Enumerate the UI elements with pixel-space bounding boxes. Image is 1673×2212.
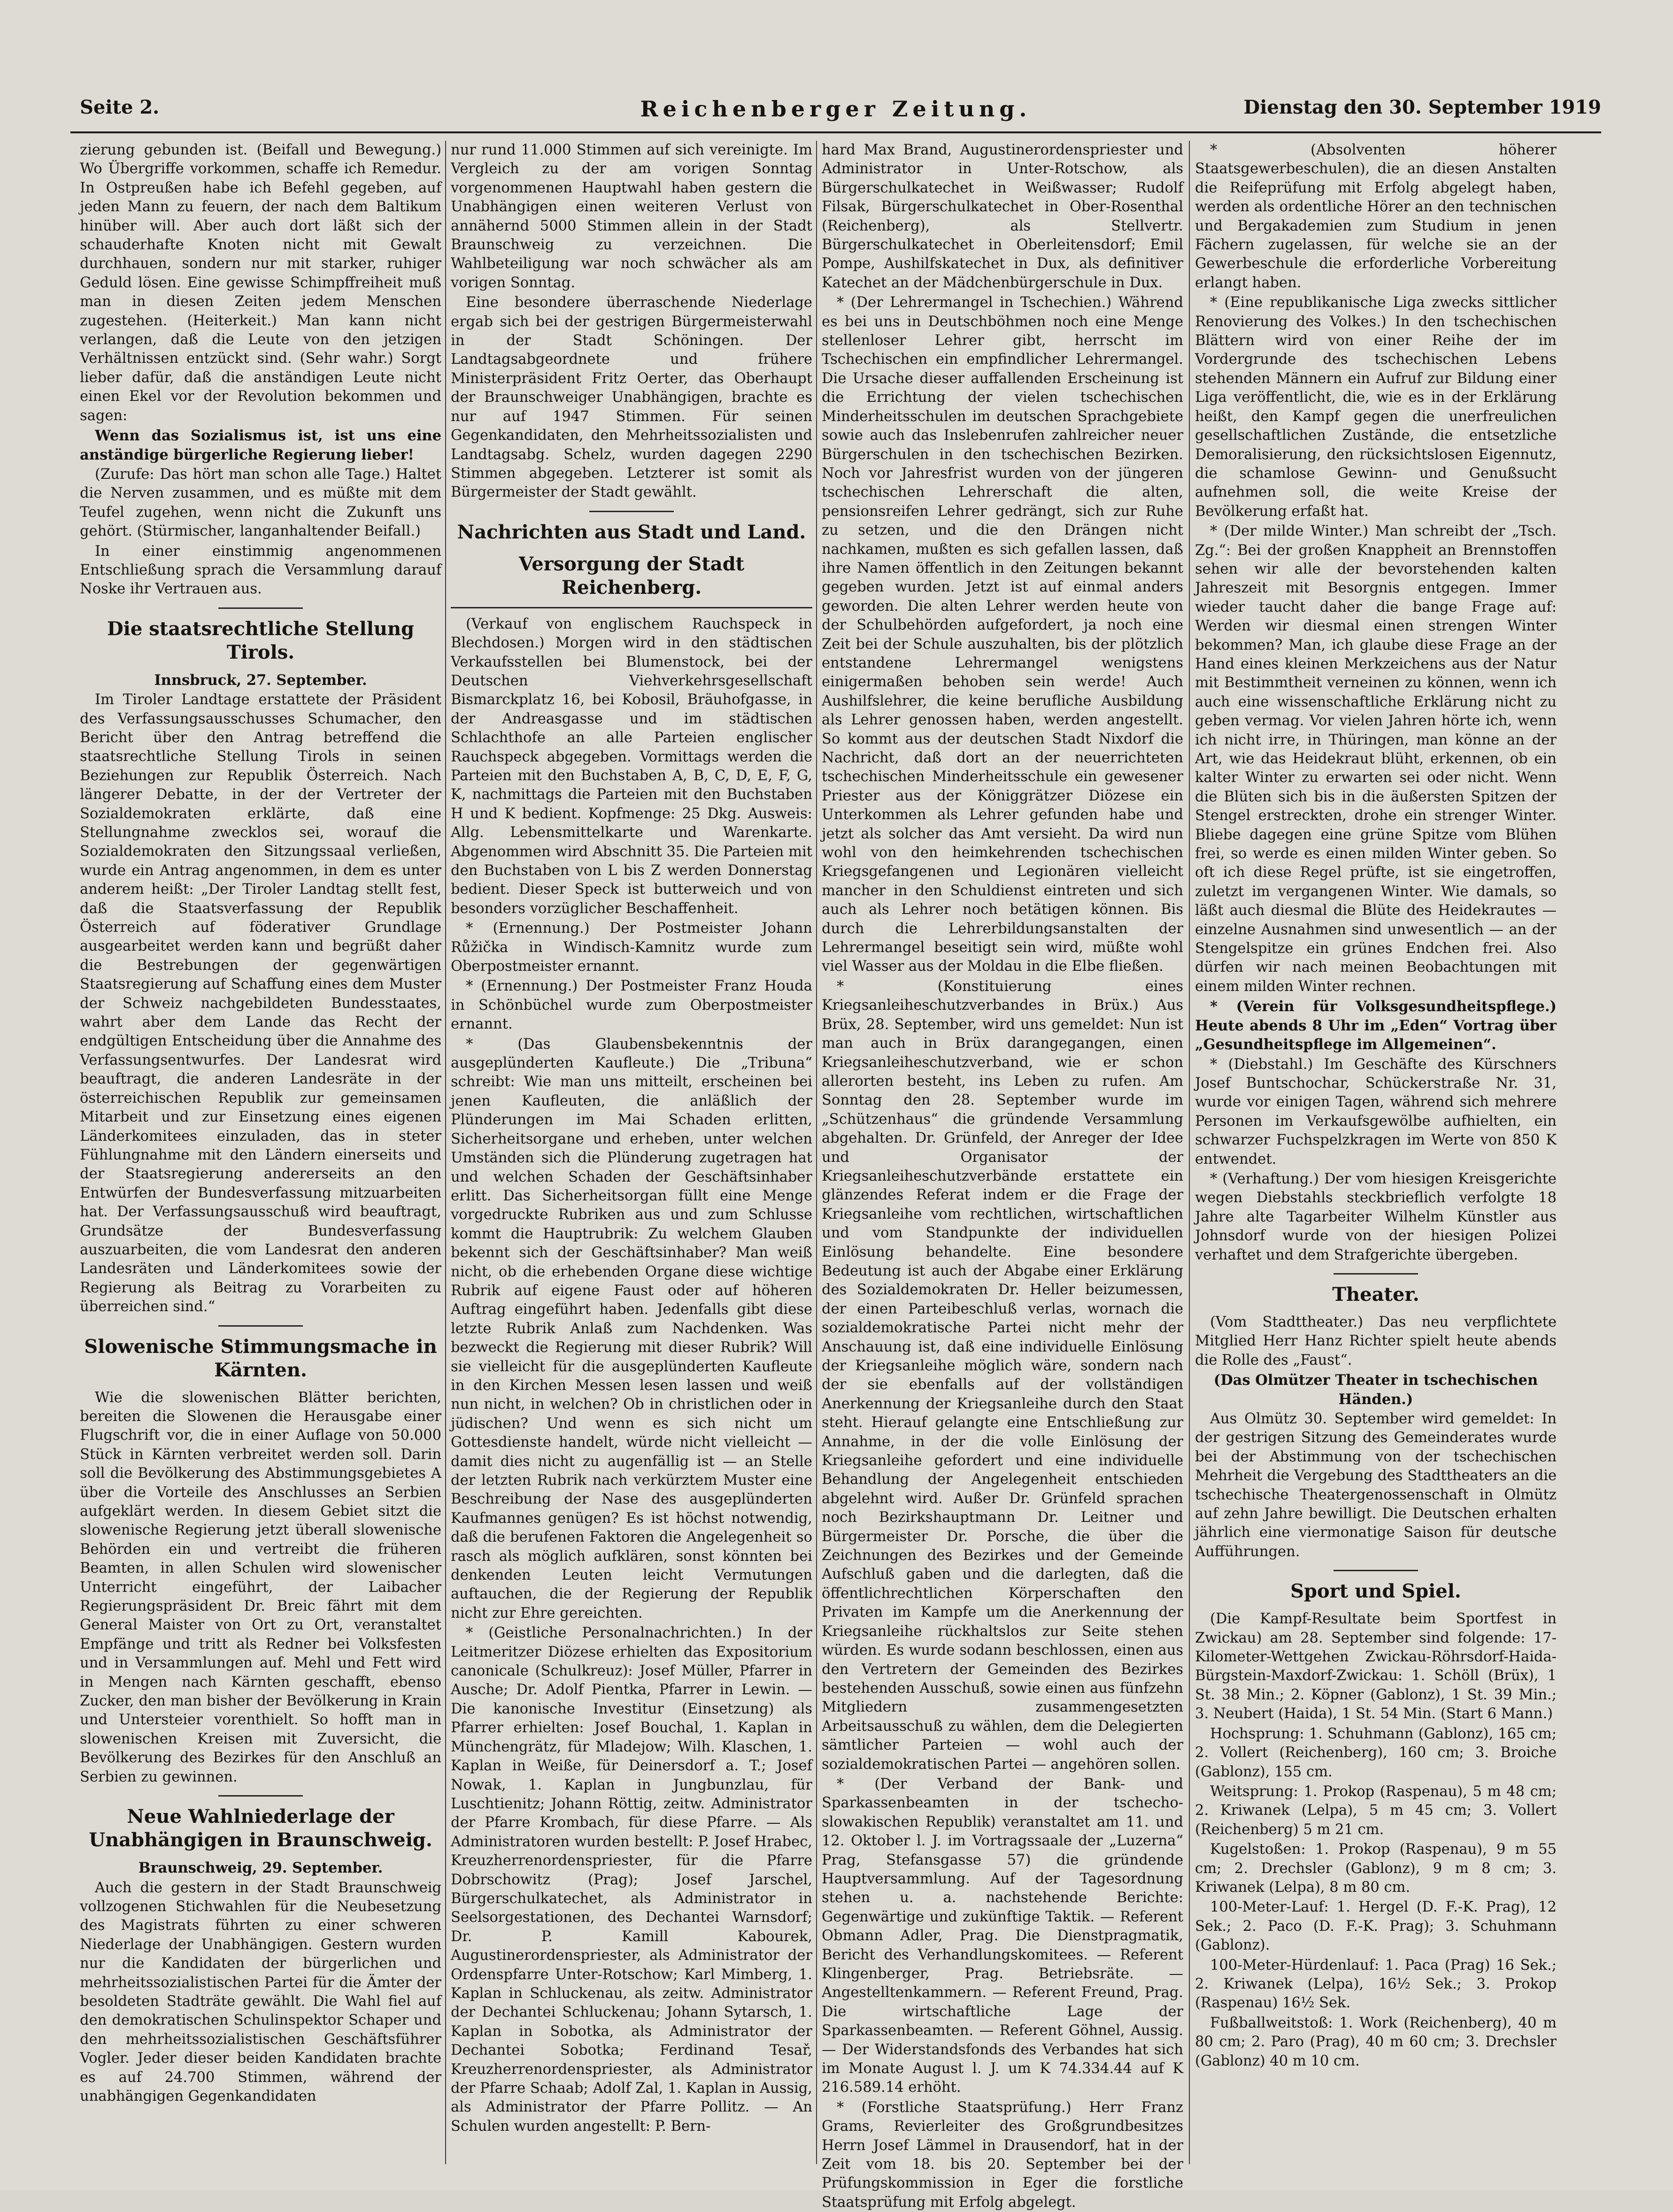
column-1 [80,141,441,2164]
news-item: * (Eine republikanische Liga zwecks sittlicher Renovierung des Volkes.) In den tschechischen Blättern wird von einer Reihe der im Vordergrunde des tschechischen Lebens stehenden Männern ein Aufruf zur Bildung einer Liga veröffentlicht, die, wie es in der Erklärung heißt, den Kampf gegen die unerfreulichen gesellschaftlichen Zustände, die entsetzliche Demoralisierung, den rücksichtslosen Eigennutz, die schamlose Gewinn- und Genußsucht aufnehmen soll, die weite Kreise der Bevölkerung erfaßt hat. [1195,294,1557,520]
news-item: * (Geistliche Personalnachrichten.) In der Leitmeritzer Diözese erhielten das Expositorium canonicale (Schulkreuz): Josef Müller, Pfarrer in Ausche; Dr. Adolf Pientka, Pfarrer in Lewin. — Die kanonische Investitur (Einsetzung) als Pfarrer erhielten: Josef Bouchal, 1. Kaplan in Münchengrätz, für Mladejow; Wilh. Klaschen, 1. Kaplan in Weiße, für Deinersdorf a. T.; Josef Nowak, 1. Kaplan in Jungbunzlau, für Luschtienitz; Johann Röttig, zeitw. Administrator der Pfarre Krombach, für diese Pfarre. — Als Administratoren wurden bestellt: P. Josef Hrabec, Kreuzherrenordenspriester, für die Pfarre Dobrschowitz (Prag); Josef Jarschel, Bürgerschulkatechet, als Administrator in Seelsorgestationen, des Dechantei Warnsdorf; Dr. P. Kamill Kabourek, Augustinerordenspriester, als Administrator der Ordenspfarre Unter-Rotschow; Karl Mimberg, 1. Kaplan in Schluckenau, als zeitw. Administrator der Dechantei Schluckenau; Johann Sytarsch, 1. Kaplan in Sobotka, als Administrator der Dechantei Sobotka; Ferdinand Tesař, Kreuzherrenordenspriester, als Administrator der Pfarre Schaab; Adolf Zal, 1. Kaplan in Aussig, als Administrator der Pfarre Pollitz. — An Schulen wurden angestellt: P. Bern- [451,1625,812,2135]
news-item: * (Diebstahl.) Im Geschäfte des Kürschners Josef Buntschochar, Schückerstraße Nr. 31, wurde vor einigen Tagen, während sich mehrere Personen im Verkaufsgewölbe aufhielten, ein schwarzer Fuchspelzkragen im Werte von 850 K entwendet. [1195,1056,1557,1167]
headline-tirol: Die staatsrechtliche Stellung Tirols. [107,617,415,663]
article-paragraph: Wenn das Sozialismus ist, ist uns eine anständige bürgerliche Regierung lieber! [80,427,441,463]
column-divider [816,141,817,2164]
dateline: Innsbruck, 27. September. [154,671,367,689]
news-item: 100-Meter-Lauf: 1. Hergel (D. F.-K. Prag), 12 Sek.; 2. Paco (D. F.-K. Prag); 3. Schuhmann (Gablonz). [1195,1899,1557,1954]
column-3 [822,141,1183,2211]
news-item: * (Ernennung.) Der Postmeister Franz Houda in Schönbüchel wurde zum Oberpostmeister ernannt. [451,978,812,1033]
article-paragraph: nur rund 11.000 Stimmen auf sich vereinigte. Im Vergleich zu der am vorigen Sonntag vorgenommenen Hauptwahl haben gestern die Unabhängigen einen weiteren Verlust von annähernd 5000 Stimmen allein in der Stadt Braunschweig zu verzeichnen. Die Wahlbeteiligung war noch schwächer als am vorigen Sonntag. [451,142,812,291]
article-separator [451,607,812,608]
news-item-heading: (Das Olmützer Theater in tschechischen Händen.) [1213,1372,1538,1408]
article-paragraph: (Verkauf von englischem Rauchspeck in Blechdosen.) Morgen wird in den städtischen Verkaufsstellen bei Blumenstock, bei der Deutschen Viehverkehrsgesellschaft Bismarckplatz 16, bei Kobosil, Bräuhofgasse, in der Andreasgasse und im städtischen Schlachthofe an alle Parteien englischer Rauchspeck abgegeben. Vormittags werden die Parteien mit den Buchstaben A, B, C, D, E, F, G, K, nachmittags die Parteien mit den Buchstaben H und K bedient. Kopfmenge: 25 Dkg. Ausweis: Allg. Lebensmittelkarte und Warenkarte. Abgenommen wird Abschnitt 35. Die Parteien mit den Buchstaben von L bis Z werden Donnerstag bedient. Dieser Speck ist butterweich und von besonders vorzüglicher Beschaffenheit. [451,615,813,917]
news-item: * (Der milde Winter.) Man schreibt der „Tsch. Zg.“: Bei der großen Knappheit an Brennstoffen sehen wir alle der bevorstehenden kalten Jahreszeit mit Besorgnis entgegen. Immer wieder taucht daher die bange Frage auf: Werden wir diesmal einen strengen Winter bekommen? Man, ich glaube diese Frage an der Hand eines kleinen Merkzeichens aus der Natur mit Bestimmtheit verneinen zu können, wenn ich auch eine wissenschaftliche Erklärung nicht zu geben vermag. Vor vielen Jahren hörte ich, wenn ich nicht irre, in Thüringen, man könne an der Art, wie das Heidekraut blüht, erkennen, ob ein kalter Winter zu erwarten sei oder nicht. Wenn die Blüten sich bis in die äußersten Spitzen der Stengel erstreckten, drohe ein strenger Winter. Bliebe dagegen eine grüne Spitze vom Blühen frei, so werde es einen milden Winter geben. So oft ich diese Regel prüfte, ist sie eingetroffen, zuletzt im vergangenen Winter. Wie damals, so läßt auch diesmal die Blüte des Heidekrautes — einzelne Ausnahmen sind unwesentlich — an der Stengelspitze ein grünes Endchen frei. Also dürfen wir nach meinen Beobachtungen mit einem milden Winter rechnen. [1195,523,1557,995]
news-item: 100-Meter-Hürdenlauf: 1. Paca (Prag) 16 Sek.; 2. Kriwanek (Lelpa), 16½ Sek.; 3. Prokop (Raspenau) 16½ Sek. [1195,1957,1557,2012]
news-item: Kugelstoßen: 1. Prokop (Raspenau), 9 m 55 cm; 2. Drechsler (Gablonz), 9 m 8 cm; 3. Kriwanek (Lelpa), 8 m 80 cm. [1195,1841,1557,1896]
article-paragraph: zierung gebunden ist. (Beifall und Bewegung.) Wo Übergriffe vorkommen, schaffe ich Remedur. In Ostpreußen habe ich Befehl gegeben, auf jeden Mann zu feuern, der nach dem Baltikum hinüber will. Aber auch dort läßt sich der schauderhafte Knoten nicht mit Gewalt durchhauen, sondern nur mit starker, ruhiger Geduld lösen. Eine gewisse Schimpffreiheit muß man in diesen Zeiten jedem Menschen zugestehen. (Heiterkeit.) Man kann nicht verlangen, daß die Leute von den jetzigen Verhältnissen entzückt sind. (Sehr wahr.) Sorgt lieber dafür, daß die anständigen Leute nicht einen Ekel vor der Revolution bekommen und sagen: [80,142,441,424]
news-item: * (Konstituierung eines Kriegsanleiheschutzverbandes in Brüx.) Aus Brüx, 28. September, wird uns gemeldet: Nun ist man auch in Brüx darangegangen, einen Kriegsanleiheschutzverband, wie er schon allerorten besteht, ins Leben zu rufen. Am Sonntag den 28. September wurde im „Schützenhaus“ die gründende Versammlung abgehalten. Dr. Grünfeld, der Anreger der Idee und Organisator der Kriegsanleiheschutzverbände erstattete ein glänzendes Referat indem er die Frage der Kriegsanleihe vom rechtlichen, wirtschaftlichen und vom Standpunkte der individuellen Einlösung behandelte. Eine besondere Bedeutung ist auch der Abgabe einer Erklärung des Sozialdemokraten Dr. Heller beizumessen, der einen Parteibeschluß verlas, wornach die sozialdemokratische Partei nicht mehr der Anschauung ist, daß eine individuelle Einlösung der Kriegsanleihe möglich wäre, sondern nach der sie ebenfalls auf der vollständigen Anerkennung der Kriegsanleihe durch den Staat steht. Hierauf gelangte eine Entschließung zur Annahme, in der die volle Einlösung der Kriegsanleihe gefordert und eine individuelle Behandlung der Angelegenheit entschieden abgelehnt wird. Außer Dr. Grünfeld sprachen noch Bezirkshauptmann Dr. Leitner und Bürgermeister Dr. Porsche, die über die Zeichnungen des Bezirkes und der Gemeinde Aufschluß gaben und die darlegten, daß die öffentlichrechtlichen Körperschaften den Privaten im Kampfe um die Anerkennung der Kriegsanleihe rückhaltslos zur Seite stehen würden. Es wurde sodann beschlossen, einen aus den Vertretern der Gemeinden des Bezirkes bestehenden Ausschuß, sowie einen aus fünfzehn Mitgliedern zusammengesetzten Arbeitsausschuß zu wählen, dem die Delegierten sämtlicher Parteien — wohl auch der sozialdemokratischen Partei — angehören sollen. [822,978,1183,1773]
page-number: Seite 2. [80,96,160,118]
column-4 [1195,141,1557,2164]
column-divider [1189,141,1190,2164]
header-rule [70,131,1601,133]
news-item: * (Das Glaubensbekenntnis der ausgeplünderten Kaufleute.) Die „Tribuna“ schreibt: Wie man uns mitteilt, erscheinen bei jenen Kaufleuten, die anläßlich der Plünderungen im Mai Schaden erlitten, Sicherheitsorgane und erheben, unter welchen Umständen sich die Plünderung zugetragen hat und welchen Schaden der Geschäftsinhaber erlitt. Das Sicherheitsorgan füllt eine Menge vorgedruckte Rubriken aus und zum Schlusse kommt die Hauptrubrik: Zu welchem Glauben bekennt sich der Geschäftsinhaber? Man weiß nicht, ob die erhebenden Organe diese wichtige Rubrik auf eigene Faust oder auf höheren Auftrag eingeführt haben. Jedenfalls gibt diese letzte Rubrik Anlaß zum Nachdenken. Was bezweckt die Regierung mit dieser Rubrik? Will sie vielleicht für die ausgeplünderten Kaufleute in den Kirchen Messen lesen lassen und weiß nun nicht, in welchen? Ob in christlichen oder in jüdischen? Und wenn es sich nicht um Gottesdienste handelt, würde nicht vielleicht — damit dies nicht zu augenfällig ist — an Stelle der letzten Rubrik nach verkürztem Muster eine Beschreibung der Nase des ausgeplünderten Kaufmannes genügen? Es ist höchst notwendig, daß die berufenen Faktoren die Angelegenheit so rasch als möglich aufklären, sonst könnten bei denkenden Leuten leicht Vermutungen auftauchen, die der Regierung der Republik nicht zur Ehre gereichten. [451,1036,812,1621]
article-paragraph: Im Tiroler Landtage erstattete der Präsident des Verfassungsausschusses Schumacher, den Bericht über den Antrag betreffend die staatsrechtliche Stellung Tirols in seinen Beziehungen zur Republik Österreich. Nach längerer Debatte, in der der Vertreter der Sozialdemokraten erklärte, daß eine Stellungnahme zwecklos sei, worauf die Sozialdemokraten den Sitzungssaal verließen, wurde ein Antrag angenommen, in dem es unter anderem heißt: „Der Tiroler Landtag stellt fest, daß die Staatsverfassung der Republik Österreich auf föderativer Grundlage ausgearbeitet werden kann und begrüßt daher die Bestrebungen der gegenwärtigen Staatsregierung auf Schaffung eines dem Muster der Schweiz nachgebildeten Bundesstaates, wahrt aber dem Lande das Recht der endgültigen Entscheidung über die Annahme des Verfassungsentwurfes. Der Landesrat wird beauftragt, die anderen Landesräte in der österreichischen Republik zur gemeinsamen Mitarbeit und zur Einsetzung eines eigenen Länderkomitees einzuladen, das in steter Fühlungnahme mit den Ländern einerseits und der Staatsregierung andererseits an den Entwürfen der Bundesverfassung mitzuarbeiten hat. Der Verfassungsausschuß wird beauftragt, Grundsätze der Bundesverfassung auszuarbeiten, die vom Landesrat den anderen Landesräten und Länderkomitees sowie der Regierung als Beitrag zu Vorarbeiten zu überreichen sind.“ [80,691,441,1315]
news-item: Hochsprung: 1. Schuhmann (Gablonz), 165 cm; 2. Vollert (Reichenberg), 160 cm; 3. Broiche (Gablonz), 155 cm. [1195,1725,1557,1780]
news-item: Aus Olmütz 30. September wird gemeldet: In der gestrigen Sitzung des Gemeinderates wurde bei der Abstimmung von der tschechischen Mehrheit die Vergebung des Stadttheaters an die tschechische Theatergenossenschaft in Olmütz auf zehn Jahre bewilligt. Die Deutschen erhalten jährlich eine viermonatige Saison für deutsche Aufführungen. [1195,1411,1557,1560]
column-2 [451,141,812,2164]
issue-date: Dienstag den 30. September 1919 [1243,96,1601,118]
news-item: * (Verhaftung.) Der vom hiesigen Kreisgerichte wegen Diebstahls steckbrieflich verfolgte 18 Jahre alte Tagarbeiter Wilhelm Künstler aus Johnsdorf wurde von der hiesigen Polizei verhaftet und dem Strafgerichte übergeben. [1195,1170,1557,1263]
news-item: Weitsprung: 1. Prokop (Raspenau), 5 m 48 cm; 2. Kriwanek (Lelpa), 5 m 45 cm; 3. Vollert (Reichenberg) 5 m 21 cm. [1195,1783,1557,1838]
headline-slowenen: Slowenische Stimmungsmache in Kärnten. [84,1335,437,1381]
news-item: * (Der Lehrermangel in Tschechien.) Während es bei uns in Deutschböhmen noch eine Menge stellenloser Lehrer gibt, herrscht im Tschechischen ein empfindlicher Lehrermangel. Die Ursache dieser auffallenden Erscheinung ist die Errichtung der vielen tschechischen Minderheitsschulen im deutschen Sprachgebiete sowie auch das Inslebenrufen zahlreicher neuer Bürgerschulen in den tschechischen Bezirken. Noch vor Jahresfrist wurden von der jüngeren tschechischen Lehrerschaft die alten, pensionsreifen Lehrer gedrängt, sich zur Ruhe zu setzen, und die den Drängen nicht nachkamen, mußten es sich gefallen lassen, daß ihre Namen öffentlich in den Zeitungen bekannt gegeben wurden. Jetzt ist auf einmal anders geworden. Die alten Lehrer werden heute von der Schulbehörden aufgefordert, ja noch eine Zeit bei der Schule auszuhalten, bis der plötzlich entstandene Lehrermangel wenigstens einigermaßen behoben sein werde! Auch Aushilfslehrer, die keine berufliche Ausbildung als Lehrer genossen haben, werden angestellt. So kommt aus der deutschen Stadt Nixdorf die Nachricht, daß dort an der neuerrichteten tschechischen Minderheitsschule ein gewesener Priester aus der Königgrätzer Diözese ein Unterkommen als Lehrer gefunden habe und jetzt als solcher das Amt versieht. Da wird nun wohl von den heimkehrenden tschechischen Kriegsgefangenen und Legionären vielleicht mancher in den Schuldienst eintreten und sich auch als Lehrer noch betätigen können. Bis durch die Lehrerbildungsanstalten der Lehrermangel beseitigt sein wird, müßte wohl viel Wasser aus der Moldau in die Elbe fließen. [822,294,1183,975]
news-item: * (Forstliche Staatsprüfung.) Herr Franz Grams, Revierleiter des Großgrundbesitzes Herrn Josef Lämmel in Drausendorf, hat in der Zeit vom 18. bis 20. September bei der Prüfungskommission in Eger die forstliche Staatsprüfung mit Erfolg abgelegt. [822,2099,1183,2211]
article-separator [589,511,674,512]
article-paragraph: Eine besondere überraschende Niederlage ergab sich bei der gestrigen Bürgermeisterwahl in der Stadt Schöningen. Der Landtagsabgeordnete und frühere Ministerpräsident Fritz Oerter, das Oberhaupt der Braunschweiger Unabhängigen, brachte es nur auf 1947 Stimmen. Für seinen Gegenkandidaten, den Mehrheitssozialisten und Landtagsabg. Schelz, wurden dagegen 2290 Stimmen abgegeben. Letzterer ist somit als Bürgermeister der Stadt gewählt. [451,294,812,501]
article-separator [218,1325,303,1327]
article-paragraph: hard Max Brand, Augustinerordenspriester und Administrator in Unter-Rotschow, als Bürgerschulkatechet in Weißwasser; Rudolf Filsak, Bürgerschulkatechet in Ober-Rosenthal (Reichenberg), als Stellvertr. Bürgerschulkatechet in Oberleitensdorf; Emil Pompe, Aushilfskatechet in Dux, als definitiver Katechet an der Mädchenbürgerschule in Dux. [822,142,1183,291]
article-separator [1334,1273,1418,1275]
section-heading-news: Nachrichten aus Stadt und Land. [457,521,806,543]
news-item: (Die Kampf-Resultate beim Sportfest in Zwickau) am 28. September sind folgende: 17-Kilometer-Wettgehen Zwickau-Röhrsdorf-Haida-Bürgstein-Maxdorf-Zwickau: 1. Schöll (Brüx), 1 St. 38 Min.; 2. Köpner (Gablonz), 1 St. 39 Min.; 3. Neubert (Haida), 1 St. 54 Min. (Start 6 Mann.) [1195,1611,1557,1722]
news-item: * (Ernennung.) Der Postmeister Johann Růžička in Windisch-Kamnitz wurde zum Oberpostmeister ernannt. [451,920,812,975]
article-separator [1334,1570,1418,1571]
headline-versorgung: Versorgung der Stadt Reichenberg. [518,553,745,599]
news-item: Fußballweitstoß: 1. Work (Reichenberg), 40 m 80 cm; 2. Paro (Prag), 40 m 60 cm; 3. Drechsler (Gablonz) 40 m 10 cm. [1195,2014,1557,2069]
news-item: * (Der Verband der Bank- und Sparkassenbeamten in der tschecho-slowakischen Republik) veranstaltet am 11. und 12. Oktober l. J. im Vortragssaale der „Luzerna“ Prag, Stefansgasse 57) die gründende Hauptversammlung. Auf der Tagesordnung stehen u. a. nachstehende Berichte: Gegenwärtige und zukünftige Taktik. — Referent Obmann Adler, Prag. Die Dienstpragmatik, Bericht des Verhandlungskomitees. — Referent Klingenberger, Prag. Betriebsräte. — Angestelltenkammern. — Referent Freund, Prag. Die wirtschaftliche Lage der Sparkassenbeamten. — Referent Göhnel, Aussig. — Der Widerstandsfonds des Verbandes hat sich im Monate August l. J. um K 74.334.44 auf K 216.589.14 erhöht. [822,1775,1183,2096]
headline-braunschweig: Neue Wahlniederlage der Unabhängigen in Braunschweig. [89,1805,432,1851]
article-paragraph: (Zurufe: Das hört man schon alle Tage.) Haltet die Nerven zusammen, und es müßte mit dem Teufel zugehen, wenn nicht die Zukunft uns gehört. (Stürmischer, langanhaltender Beifall.) [80,466,441,540]
section-heading-sport: Sport und Spiel. [1290,1580,1461,1603]
news-item: (Vom Stadttheater.) Das neu verpflichtete Mitglied Herr Hanz Richter spielt heute abends die Rolle des „Faust“. [1195,1313,1557,1368]
article-separator [218,607,303,609]
article-separator [218,1795,303,1797]
article-paragraph: Auch die gestern in der Stadt Braunschweig vollzogenen Stichwahlen für die Neubesetzung des Magistrats führten zu einer schweren Niederlage der Unabhängigen. Gestern wurden nur die Kandidaten der bürgerlichen und mehrheitssozialistischen Partei für die Ämter der besoldeten Stadträte gewählt. Die Wahl fiel auf den demokratischen Schulinspektor Schaper und den mehrheitssozialistischen Geschäftsführer Vogler. Jeder dieser beiden Kandidaten brachte es auf 24.700 Stimmen, während der unabhängigen Gegenkandidaten [80,1879,441,2104]
masthead-title: Reichenberger Zeitung. [640,96,1032,122]
dateline: Braunschweig, 29. September. [138,1859,383,1877]
article-paragraph: In einer einstimmig angenommenen Entschließung sprach die Versammlung darauf Noske ihr Vertrauen aus. [80,543,441,598]
running-header [70,96,1601,124]
column-divider [445,141,446,2164]
news-item: * (Verein für Volksgesundheitspflege.) Heute abends 8 Uhr im „Eden“ Vortrag über „Gesundheitspflege im Allgemeinen“. [1195,998,1557,1053]
section-heading-theater: Theater. [1332,1283,1419,1306]
news-item: * (Absolventen höherer Staatsgewerbeschulen), die an diesen Anstalten die Reifeprüfung mit Erfolg abgelegt haben, werden als ordentliche Hörer an den technischen und Bergakademien zum Studium in jenen Fächern zugelassen, für welche sie an der Gewerbeschule die erforderliche Vorbereitung erlangt haben. [1195,142,1557,291]
article-paragraph: Wie die slowenischen Blätter berichten, bereiten die Slowenen die Herausgabe einer Flugschrift vor, die in einer Auflage von 50.000 Stück in Kärnten verbreitet werden soll. Darin soll die Bevölkerung des Abstimmungsgebietes A über die Vorteile des Anschlusses an Serbien aufgeklärt werden. In diesem Gebiet sitzt die slowenische Regierung jetzt überall slowenische Behörden ein und vertreibt die früheren Beamten, in allen Schulen wird slowenischer Unterricht eingeführt, der Laibacher Regierungspräsident Dr. Breic fährt mit dem General Maister von Ort zu Ort, veranstaltet Empfänge und tritt als Redner bei Volksfesten und in Versammlungen auf. Mehl und Fett wird in Mengen nach Kärnten geschafft, ebenso Zucker, den man bisher der Bevölkerung in Krain und Untersteier vorenthielt. So hofft man in slowenischen Kreisen mit Zuversicht, die Bevölkerung des Bezirkes für den Anschluß an Serbien zu gewinnen. [80,1389,441,1785]
